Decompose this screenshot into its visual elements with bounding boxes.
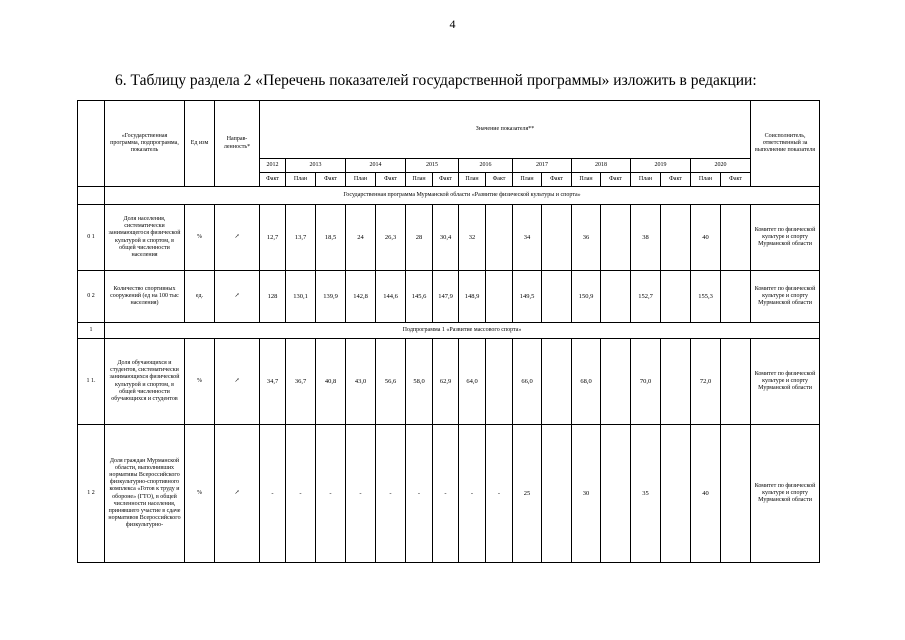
value-cell: 25: [513, 425, 542, 563]
value-cell: [661, 271, 691, 323]
value-cell: 130,1: [286, 271, 316, 323]
subheader-cell: План: [513, 173, 542, 187]
value-cell: 13,7: [286, 205, 316, 271]
value-cell: 40: [691, 205, 721, 271]
value-cell: -: [286, 425, 316, 563]
indicator-name: Доля обучающихся и студентов, систематически занимающихся физической культурой и спортом, в общей численности обучающихся и студентов: [105, 339, 185, 425]
subheader-cell: План: [631, 173, 661, 187]
value-cell: 34,7: [260, 339, 286, 425]
row-number: 0 2: [78, 271, 105, 323]
value-cell: [661, 425, 691, 563]
value-cell: -: [459, 425, 486, 563]
value-cell: 26,3: [376, 205, 406, 271]
value-cell: -: [486, 425, 513, 563]
value-cell: 30: [572, 425, 601, 563]
header-name: «Государственная программа, подпрограмма, показатель: [105, 101, 185, 187]
value-cell: 155,3: [691, 271, 721, 323]
subprogram-number: 1: [78, 323, 105, 339]
direction-arrow: ↗: [215, 205, 260, 271]
value-cell: 36: [572, 205, 601, 271]
value-cell: [661, 205, 691, 271]
year-cell: 2017: [513, 159, 572, 173]
unit-cell: %: [185, 339, 215, 425]
value-cell: [721, 271, 751, 323]
subheader-cell: Факт: [721, 173, 751, 187]
section-heading: 6. Таблицу раздела 2 «Перечень показателей государственной программы» изложить в редакции:: [115, 72, 757, 89]
value-cell: 142,8: [346, 271, 376, 323]
value-cell: 12,7: [260, 205, 286, 271]
indicator-name: Количество спортивных сооружений (ед на 100 тыс населения): [105, 271, 185, 323]
value-cell: -: [376, 425, 406, 563]
value-cell: 34: [513, 205, 542, 271]
row-number: 1 1.: [78, 339, 105, 425]
value-cell: [542, 425, 572, 563]
value-cell: 18,5: [316, 205, 346, 271]
value-cell: 144,6: [376, 271, 406, 323]
table-row: [78, 271, 820, 323]
value-cell: 30,4: [433, 205, 459, 271]
value-cell: -: [433, 425, 459, 563]
executor-cell: Комитет по физической культуре и спорту Мурманской области: [751, 339, 820, 425]
direction-arrow: ↗: [215, 425, 260, 563]
value-cell: [486, 339, 513, 425]
subheader-cell: Факт: [601, 173, 631, 187]
header-unit: Ед изм: [185, 101, 215, 187]
subheader-cell: Факт: [486, 173, 513, 187]
executor-cell: Комитет по физической культуре и спорту Мурманской области: [751, 425, 820, 563]
value-cell: [542, 339, 572, 425]
value-cell: 139,9: [316, 271, 346, 323]
year-cell: 2016: [459, 159, 513, 173]
subprogram-row: [78, 323, 820, 339]
value-cell: [601, 205, 631, 271]
value-cell: 40: [691, 425, 721, 563]
executor-cell: Комитет по физической культуре и спорту Мурманской области: [751, 271, 820, 323]
value-cell: 62,9: [433, 339, 459, 425]
value-cell: 58,0: [406, 339, 433, 425]
subheader-cell: План: [346, 173, 376, 187]
value-cell: [721, 339, 751, 425]
unit-cell: %: [185, 205, 215, 271]
value-cell: -: [316, 425, 346, 563]
row-number: 0 1: [78, 205, 105, 271]
executor-cell: Комитет по физической культуре и спорту Мурманской области: [751, 205, 820, 271]
subheader-cell: План: [459, 173, 486, 187]
value-cell: 32: [459, 205, 486, 271]
year-cell: 2019: [631, 159, 691, 173]
table-row: [78, 339, 820, 425]
year-cell: 2012: [260, 159, 286, 173]
value-cell: 40,8: [316, 339, 346, 425]
value-cell: [486, 271, 513, 323]
value-cell: [601, 271, 631, 323]
program-num-cell: [78, 187, 105, 205]
unit-cell: ед.: [185, 271, 215, 323]
table-row: [78, 205, 820, 271]
program-row: [78, 187, 820, 205]
value-cell: [661, 339, 691, 425]
unit-cell: %: [185, 425, 215, 563]
header-values: Значение показателя**: [260, 101, 751, 159]
value-cell: 66,0: [513, 339, 542, 425]
year-cell: 2018: [572, 159, 631, 173]
value-cell: [542, 271, 572, 323]
year-cell: 2014: [346, 159, 406, 173]
value-cell: 35: [631, 425, 661, 563]
header-direction: Направ-ленность*: [215, 101, 260, 187]
subheader-cell: План: [286, 173, 316, 187]
value-cell: 56,6: [376, 339, 406, 425]
value-cell: [721, 205, 751, 271]
value-cell: [601, 339, 631, 425]
indicators-table: [77, 100, 820, 563]
value-cell: 150,9: [572, 271, 601, 323]
blank-header-cell: [78, 101, 105, 187]
page-number: 4: [449, 17, 456, 31]
value-cell: 36,7: [286, 339, 316, 425]
value-cell: 145,6: [406, 271, 433, 323]
year-cell: 2020: [691, 159, 751, 173]
subheader-cell: План: [406, 173, 433, 187]
value-cell: 148,9: [459, 271, 486, 323]
value-cell: -: [260, 425, 286, 563]
value-cell: 38: [631, 205, 661, 271]
row-number: 1 2: [78, 425, 105, 563]
value-cell: 64,0: [459, 339, 486, 425]
value-cell: 24: [346, 205, 376, 271]
subheader-cell: Факт: [260, 173, 286, 187]
table-row: [78, 425, 820, 563]
value-cell: 149,5: [513, 271, 542, 323]
indicator-name: Доля населения, систематически занимающегося физической культурой и спортом, в общей численности населения: [105, 205, 185, 271]
value-cell: [542, 205, 572, 271]
subheader-cell: Факт: [376, 173, 406, 187]
year-cell: 2013: [286, 159, 346, 173]
value-cell: 72,0: [691, 339, 721, 425]
subheader-cell: План: [691, 173, 721, 187]
subheader-cell: Факт: [661, 173, 691, 187]
value-cell: 28: [406, 205, 433, 271]
year-cell: 2015: [406, 159, 459, 173]
program-title: Государственная программа Мурманской области «Развитие физической культуры и спорта»: [105, 187, 820, 205]
value-cell: [601, 425, 631, 563]
value-cell: -: [406, 425, 433, 563]
value-cell: 147,9: [433, 271, 459, 323]
table-header-row: [78, 101, 820, 159]
subheader-cell: Факт: [316, 173, 346, 187]
direction-arrow: ↗: [215, 339, 260, 425]
value-cell: 43,0: [346, 339, 376, 425]
value-cell: -: [346, 425, 376, 563]
value-cell: 70,0: [631, 339, 661, 425]
value-cell: [721, 425, 751, 563]
indicator-name: Доля граждан Мурманской области, выполнивших нормативы Всероссийского физкультурно-спортивного комплекса «Готов к труду и обороне» (ГТО), в общей численности населения, принявшего участие в сдаче нормативов Всероссийского физкультурно-: [105, 425, 185, 563]
subheader-cell: Факт: [433, 173, 459, 187]
direction-arrow: ↗: [215, 271, 260, 323]
subheader-cell: План: [572, 173, 601, 187]
subprogram-title: Подпрограмма 1 «Развитие массового спорта»: [105, 323, 820, 339]
header-executor: Соисполнитель, ответственный за выполнение показателя: [751, 101, 820, 187]
value-cell: [486, 205, 513, 271]
value-cell: 68,0: [572, 339, 601, 425]
subheader-cell: Факт: [542, 173, 572, 187]
value-cell: 152,7: [631, 271, 661, 323]
value-cell: 128: [260, 271, 286, 323]
